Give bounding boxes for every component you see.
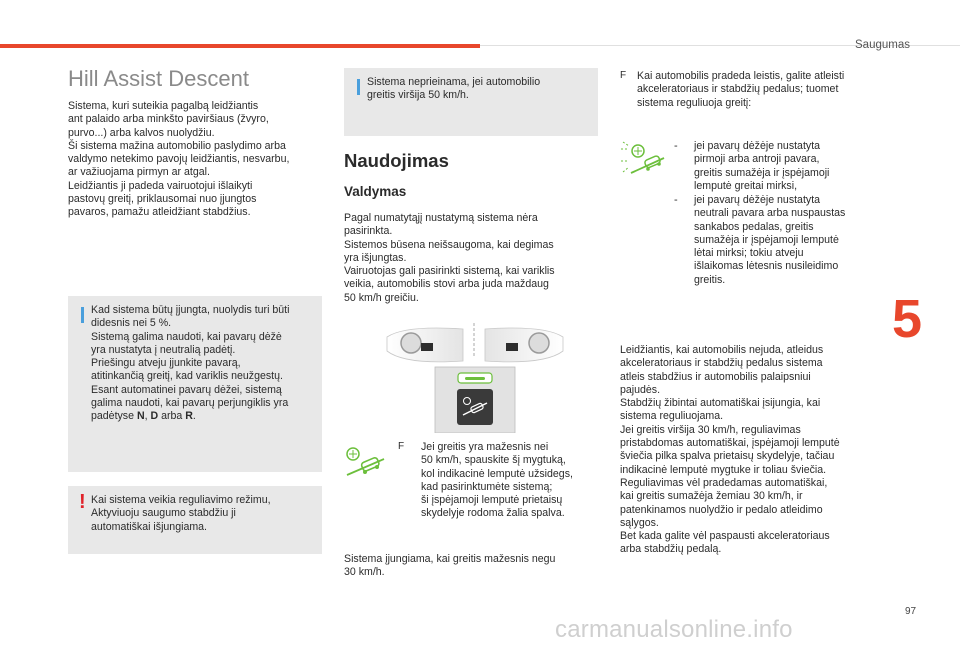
gear-sep-2: arba: [158, 410, 186, 423]
info-box-speed-limit: [344, 68, 598, 136]
bullet-text-press-button: Jei greitis yra mažesnis nei 50 km/h, spauskite šį mygtuką, kol indikacinė lemputė užsidegs, kad pasirinktumėte sistemą; ši įspėjamoji lemputė prietaisų skydelyje rodoma žalia spalva.: [421, 441, 573, 520]
regulation-paragraph: Leidžiantis, kai automobilis nejuda, atleidus akceleratoriaus ir stabdžių pedalus sistema atleis stabdžius ir automobilis palaipsniui pajudės. Stabdžių žibintai automatiškai įsijungia, kai sistema reguliuojama. Jei greitis viršija 30 km/h, reguliavimas pristabdomas automatiškai, įspėjamoji lemputė šviečia pilka spalva prietaisų skydelyje, tačiau indikacinė lemputė mygtuke ir toliau šviečia. Reguliavimas vėl pradedamas automatiškai, kai greitis sumažėja žemiau 30 km/h, ir patenkinamos nuolydžio ir pedalo atleidimo sąlygos. Bet kada galite vėl paspausti akceleratoriaus arba stabdžių pedalą.: [620, 344, 840, 556]
bullet-marker: F: [398, 441, 405, 452]
info-box-end: .: [192, 410, 196, 423]
console-illustration: [385, 323, 565, 433]
flashing-indicator-icon: [621, 141, 665, 181]
heading-valdymas: Valdymas: [344, 184, 407, 199]
info-box-text: [91, 304, 321, 424]
dash-item-low-gear: jei pavarų dėžėje nustatyta pirmoji arba antroji pavara, greitis sumažėja ir įspėjamoji lemputė greitai mirksi,: [694, 140, 830, 192]
info-icon: [81, 307, 84, 323]
gear-d: D: [150, 410, 159, 423]
chapter-number: 5: [892, 289, 923, 349]
info-icon: [357, 79, 360, 95]
dash-item-neutral: jei pavarų dėžėje nustatyta neutrali pavara arba nuspaustas sankabos pedalas, greitis sumažėja ir įspėjamoji lemputė lėtai mirksi; tokiu atveju išlaikomas lėtesnis nusileidimo greitis.: [694, 194, 846, 286]
bullet-text-release-pedals: Kai automobilis pradeda leistis, galite atleisti akceleratoriaus ir stabdžių pedalus; tuomet sistema reguliuoja greitį:: [637, 70, 845, 109]
page-number: 97: [905, 606, 917, 617]
activation-note: Sistema įjungiama, kai greitis mažesnis negu 30 km/h.: [344, 553, 556, 579]
gear-n: N: [136, 410, 145, 423]
section-name: Saugumas: [855, 39, 910, 51]
info-box-conditions: [68, 296, 322, 472]
gear-sep-1: ,: [144, 410, 151, 423]
gear-r: R: [185, 410, 193, 423]
page-title: Hill Assist Descent: [68, 66, 249, 91]
watermark: carmanualsonline.info: [555, 616, 793, 643]
header-accent-bar: [0, 44, 480, 48]
warning-box-text: Kai sistema veikia reguliavimo režimu, Aktyviuoju saugumo stabdžiu ji automatiškai išjungiama.: [91, 494, 271, 533]
warning-box: [68, 486, 322, 554]
hill-descent-indicator-icon: [344, 445, 386, 481]
info-box-text-main: Kad sistema būtų įjungta, nuolydis turi būti didesnis nei 5 %. Sistemą galima naudoti, kai pavarų dėžė yra nustatyta į neutralią padėtį. Priešingu atveju įjunkite pavarą, atitinkančią greitį, kad variklis neužgestų. Esant automatinei pavarų dėžei, sistemą galima naudoti, kai pavarų perjungiklis yra padėtyse: [91, 304, 290, 423]
valdymas-paragraph: Pagal numatytąjį nustatymą sistema nėra pasirinkta. Sistemos būsena neišsaugoma, kai degimas yra išjungtas. Vairuotojas gali pasirinkti sistemą, kai variklis veikia, automobilis stovi arba juda maždaug 50 km/h greičiu.: [344, 212, 555, 304]
warning-icon: !: [79, 491, 86, 513]
info-box-speed-text: Sistema neprieinama, jei automobilio greitis viršija 50 km/h.: [367, 76, 541, 102]
dash-marker: -: [674, 140, 678, 152]
dash-marker: -: [674, 194, 678, 206]
bullet-marker: F: [620, 70, 627, 81]
heading-naudojimas: Naudojimas: [344, 150, 449, 171]
intro-paragraph: Sistema, kuri suteikia pagalbą leidžiantis ant palaido arba minkšto paviršiaus (žvyro, purvo...) arba kalvos nuolydžiu. Ši sistema mažina automobilio paslydimo arba valdymo netekimo pavojų leidžiantis, nesvarbu, ar važiuojama pirmyn ar atgal. Leidžiantis ji padeda vairuotojui išlaikyti pastovų greitį, priklausomai nuo įjungtos pavaros, pamažu atleidžiant stabdžius.: [68, 100, 290, 219]
